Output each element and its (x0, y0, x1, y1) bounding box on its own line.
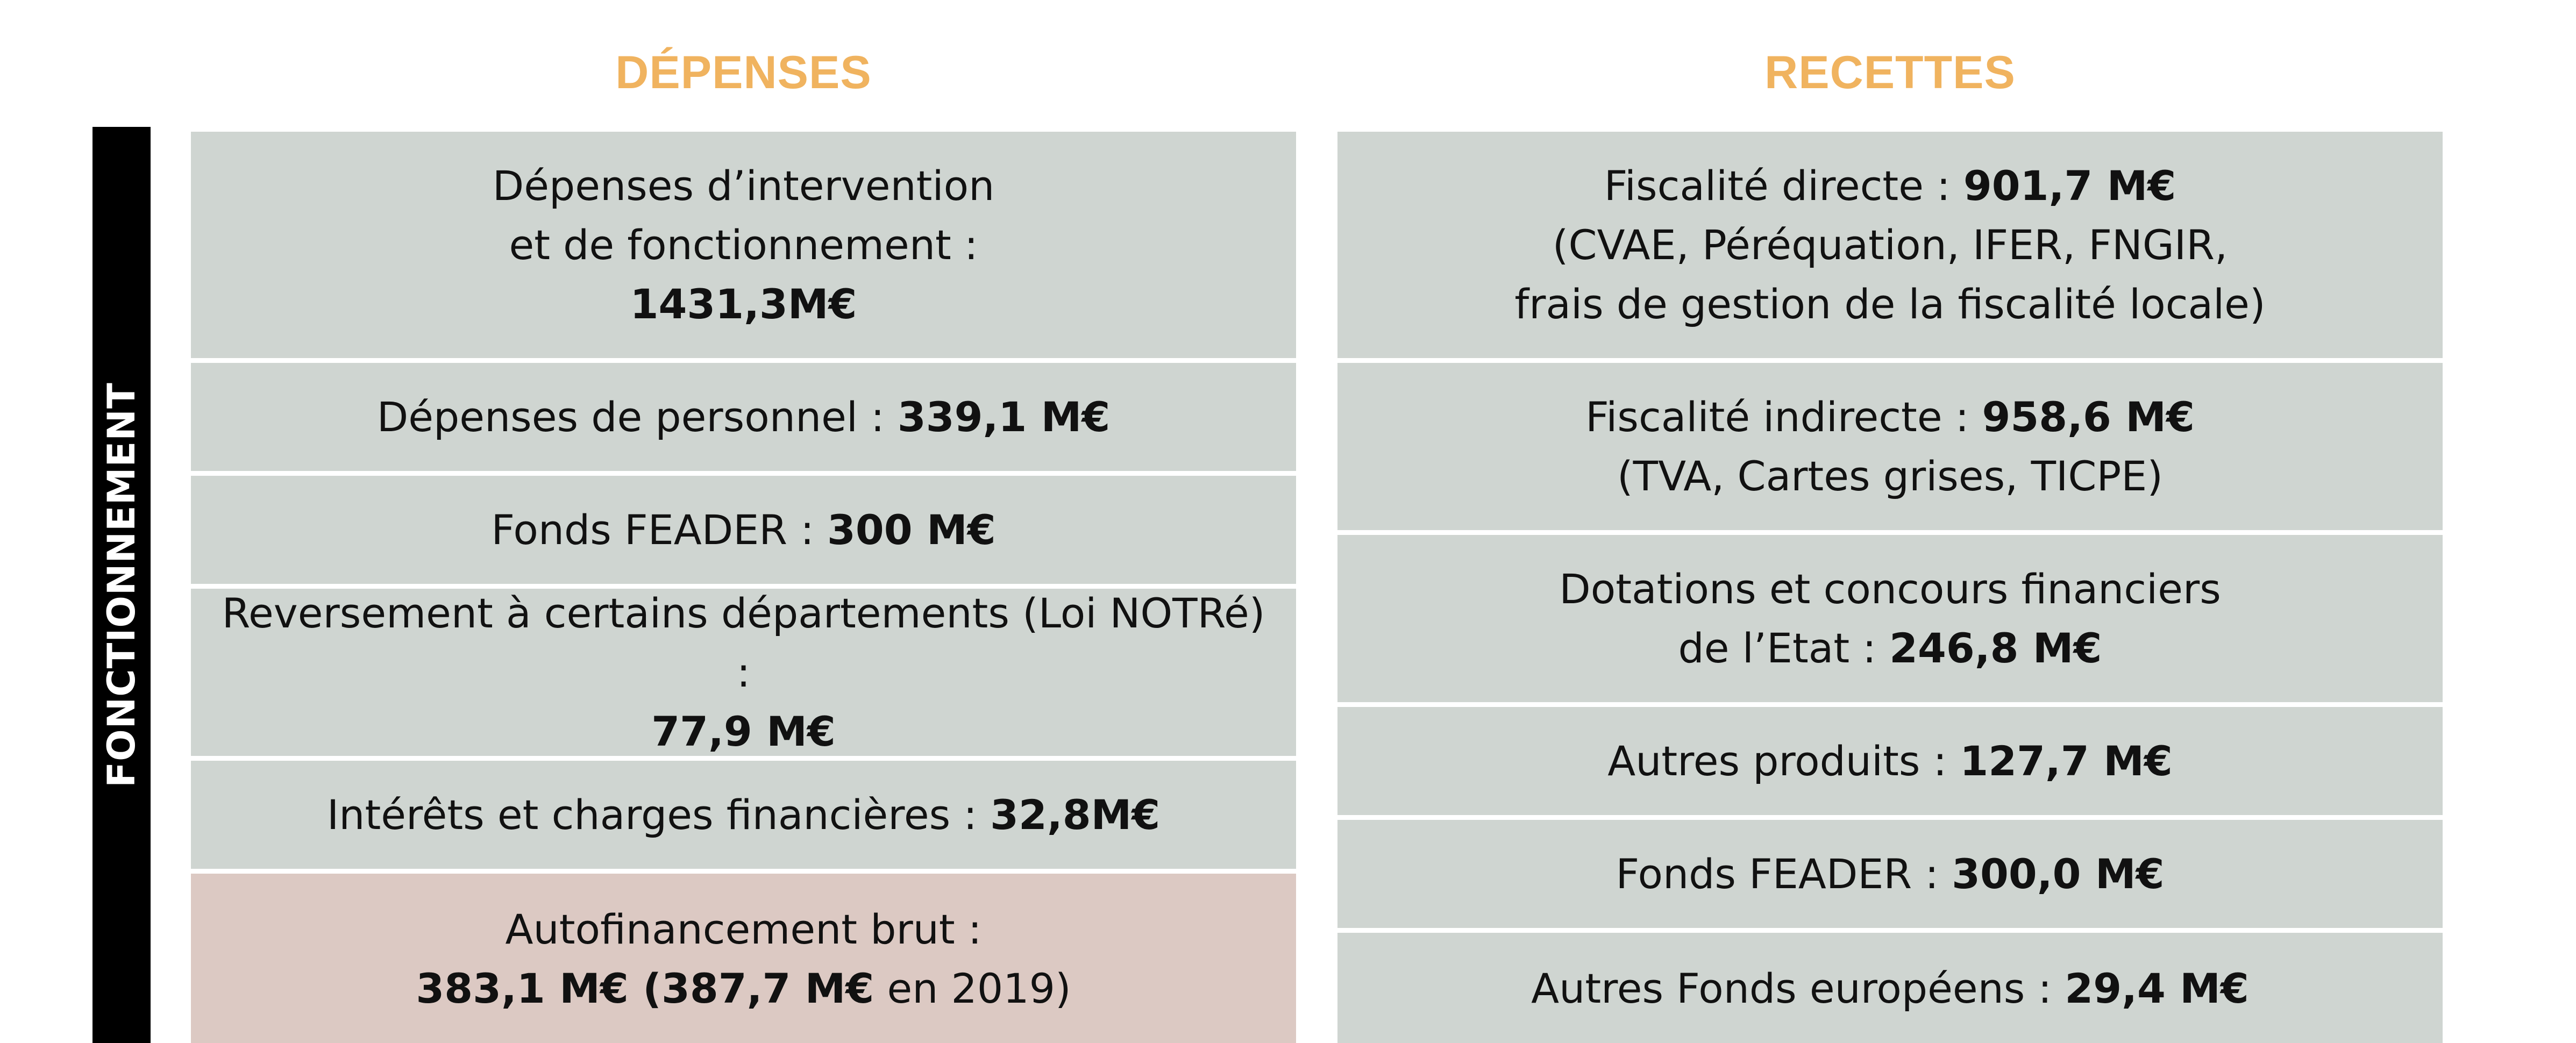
recettes-dotations-cell (1337, 535, 2443, 707)
depenses-intervention-label-1: Dépenses d’intervention (492, 161, 995, 210)
recettes-feader-label: Fonds FEADER : (1616, 849, 1952, 898)
depenses-reversement-cell (191, 589, 1296, 761)
recettes-column (1337, 132, 2443, 1043)
depenses-column (191, 132, 1296, 1043)
depenses-interets-value: 32,8M€ (990, 790, 1161, 839)
recettes-fiscalite-indirecte-cell (1337, 363, 2443, 535)
depenses-feader-cell (191, 476, 1296, 589)
dotations-value: 246,8 M€ (1889, 624, 2102, 672)
autres-produits-label: Autres produits : (1607, 737, 1960, 785)
fiscalite-directe-detail-2: frais de gestion de la fiscalité locale) (1514, 280, 2266, 328)
depenses-feader-label: Fonds FEADER : (491, 505, 828, 554)
depenses-interets-cell (191, 761, 1296, 874)
recettes-autres-fonds-cell (1337, 933, 2443, 1043)
recettes-autres-produits-cell (1337, 707, 2443, 820)
autofinancement-brut-cell (191, 874, 1296, 1043)
recettes-feader-cell (1337, 820, 2443, 933)
recettes-fiscalite-directe-cell (1337, 132, 2443, 363)
recettes-feader-value: 300,0 M€ (1952, 849, 2165, 898)
depenses-personnel-cell (191, 363, 1296, 476)
fonctionnement-label: FONCTIONNEMENT (99, 382, 144, 788)
depenses-personnel-value: 339,1 M€ (897, 392, 1111, 441)
fonctionnement-section-bar (92, 127, 151, 1043)
depenses-interets-label: Intérêts et charges financières : (326, 790, 991, 839)
autofinancement-2019-tail: en 2019) (874, 964, 1071, 1012)
autofinancement-2019-value: 387,7 M€ (661, 964, 874, 1012)
depenses-reversement-label: Reversement à certains départements (Loi NOTRé) : (222, 589, 1265, 696)
depenses-reversement-value: 77,9 M€ (651, 707, 836, 755)
autofinancement-value: 383,1 M€ (416, 964, 629, 1012)
recettes-heading: RECETTES (1764, 46, 2016, 98)
fiscalite-indirecte-value: 958,6 M€ (1982, 392, 2195, 441)
dotations-label-1: Dotations et concours financiers (1559, 565, 2221, 613)
autofinancement-label: Autofinancement brut : (505, 905, 982, 953)
fiscalite-directe-label: Fiscalité directe : (1604, 161, 1963, 210)
fiscalite-indirecte-detail: (TVA, Cartes grises, TICPE) (1617, 452, 2163, 500)
depenses-intervention-value: 1431,3M€ (630, 280, 857, 328)
autofinancement-paren: ( (628, 964, 661, 1012)
depenses-intervention-label-2: et de fonctionnement : (509, 220, 978, 269)
depenses-intervention-cell (191, 132, 1296, 363)
depenses-personnel-label: Dépenses de personnel : (376, 392, 898, 441)
fiscalite-directe-detail-1: (CVAE, Péréquation, IFER, FNGIR, (1552, 220, 2228, 269)
autres-fonds-label: Autres Fonds européens : (1531, 964, 2065, 1012)
depenses-feader-value: 300 M€ (827, 505, 996, 554)
fiscalite-indirecte-label: Fiscalité indirecte : (1585, 392, 1982, 441)
autres-produits-value: 127,7 M€ (1960, 737, 2173, 785)
dotations-label-2: de l’Etat : (1678, 624, 1890, 672)
fiscalite-directe-value: 901,7 M€ (1963, 161, 2176, 210)
autres-fonds-value: 29,4 M€ (2065, 964, 2249, 1012)
depenses-heading: DÉPENSES (615, 46, 872, 98)
